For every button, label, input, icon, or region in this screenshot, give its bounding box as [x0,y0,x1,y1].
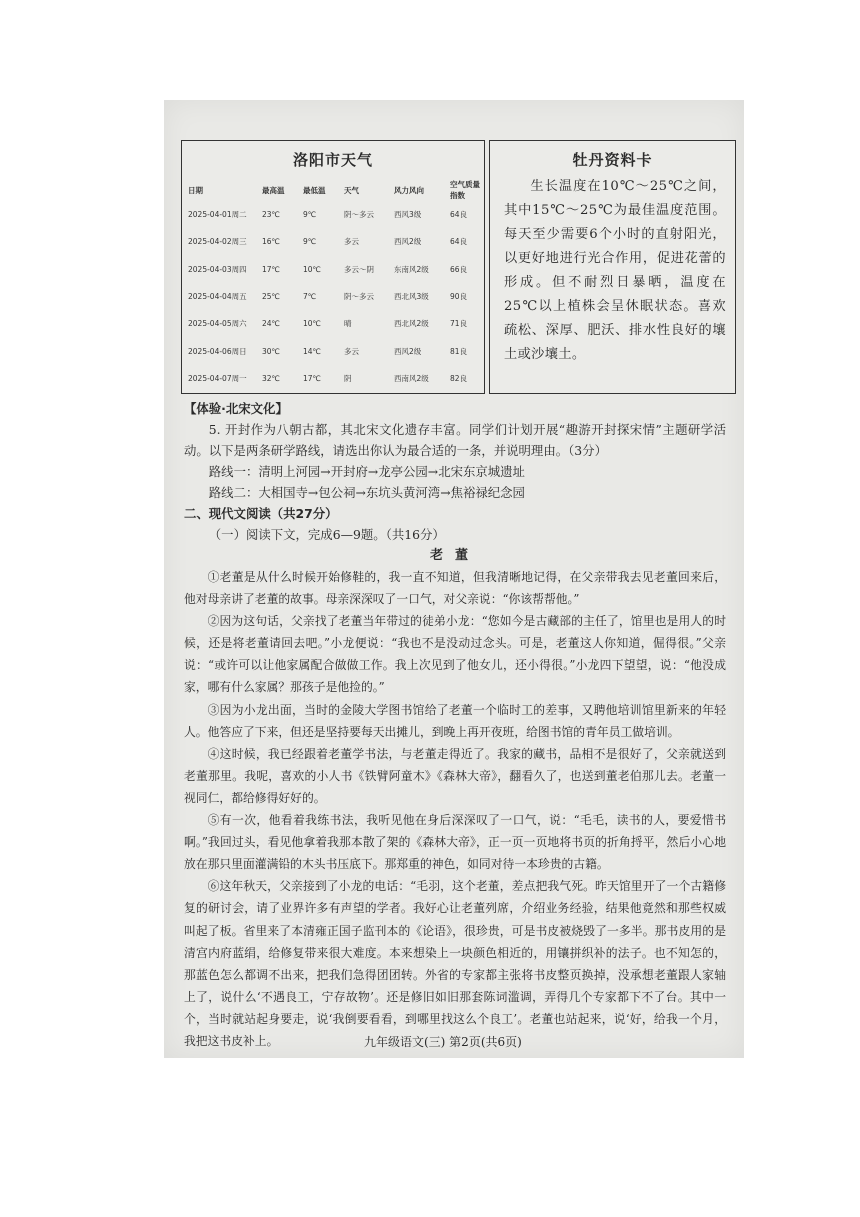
cell-low: 17℃ [303,373,321,383]
exam-page [164,100,744,1058]
header-aqi: 空气质量指数 [450,180,480,200]
cell-low: 7℃ [303,292,317,302]
section-heading-experience: 【体验·北宋文化】 [184,401,288,416]
cell-date: 2025-04-05周六 [188,319,247,329]
article-paragraph: ①老董是从什么时候开始修鞋的，我一直不知道，但我清晰地记得，在父亲带我去见老董回来后，他对母亲讲了老董的故事。母亲深深叹了一口气，对父亲说：“你该帮帮他。” [184,570,726,607]
cell-date: 2025-04-01周二 [188,210,247,220]
article-paragraph: ②因为这句话，父亲找了老董当年带过的徒弟小龙：“您如今是古藏部的主任了，馆里也是用人的时候，还是将老董请回去吧。”小龙便说：“我也不是没动过念头。可是，老董这人你知道，倔得很。”父亲说：“或许可以让他家属配合做做工作。我上次见到了他女儿，还小得很。”小龙四下望望，说：“他没成家，哪有什么家属？那孩子是他捡的。” [184,614,726,695]
cell-low: 9℃ [303,210,317,220]
cell-weather: 晴 [344,319,352,329]
article-paragraph: ④这时候，我已经跟着老董学书法，与老董走得近了。我家的藏书，品相不是很好了，父亲就送到老董那里。我呢，喜欢的小人书《铁臂阿童木》《森林大帝》，翻看久了，也送到董老伯那儿去。老董一视同仁，都给修得好好的。 [184,746,726,805]
reading-subheading: （一）阅读下文，完成6—9题。（共16分） [208,527,445,542]
cell-high: 32℃ [262,373,280,383]
cell-wind: 西风3级 [394,210,422,220]
cell-wind: 西北风2级 [394,319,429,329]
header-high: 最高温 [262,185,285,195]
article-paragraph: ⑤有一次，他看着我练书法，我听见他在身后深深叹了一口气，说：“毛毛，读书的人，要爱惜书啊。”我回过头，看见他拿着我那本散了架的《森林大帝》，正一页一页地将书页的折角捋平，然后小心地放在那只里面灌满铅的木头书压底下。那郑重的神色，如同对待一本珍贵的古籍。 [184,813,726,872]
article-title: 老董 [429,548,480,563]
cell-wind: 西风2级 [394,346,422,356]
article-paragraph: ③因为小龙出面，当时的金陵大学图书馆给了老董一个临时工的差事，又聘他培训馆里新来的年轻人。他答应了下来，但还是坚持要每天出摊儿，到晚上再开夜班，给图书馆的青年员工做培训。 [184,702,726,739]
cell-low: 9℃ [303,237,317,247]
section-heading-reading: 二、现代文阅读（共27分） [184,506,338,521]
article-body [184,566,726,1052]
weather-row [186,256,482,283]
cell-aqi: 90良 [450,292,468,302]
cell-aqi: 64良 [450,210,468,220]
cell-aqi: 81良 [450,346,468,356]
exam-text [184,398,726,1052]
question-5: 5. 开封作为八朝古都，其北宋文化遗存丰富。同学们计划开展“趣游开封探宋情”主题研学活动。以下是两条研学路线，请选出你认为最合适的一条，并说明理由。（3分） [184,422,726,458]
header-low: 最低温 [303,185,326,195]
cell-weather: 阴 [344,373,352,383]
peony-card [489,140,736,394]
cell-low: 14℃ [303,346,321,356]
cell-weather: 多云 [344,237,359,247]
header-date: 日期 [188,185,203,195]
cell-weather: 阴～多云 [344,210,374,220]
cell-wind: 东南风2级 [394,264,429,274]
header-weather: 天气 [344,185,359,195]
cell-aqi: 71良 [450,319,468,329]
cell-wind: 西风2级 [394,237,422,247]
cell-aqi: 64良 [450,237,468,247]
cell-date: 2025-04-04周五 [188,292,247,302]
cell-weather: 阴～多云 [344,292,374,302]
cell-low: 10℃ [303,319,321,329]
cell-date: 2025-04-03周四 [188,264,247,274]
weather-row [186,201,482,228]
cell-weather: 多云～阴 [344,264,374,274]
weather-table-box [181,140,485,394]
cell-wind: 西南风2级 [394,373,429,383]
header-wind: 风力风向 [394,185,424,195]
weather-row [186,228,482,255]
weather-row [186,365,482,392]
weather-table [186,179,482,392]
cell-weather: 多云 [344,346,359,356]
cell-low: 10℃ [303,264,321,274]
cell-high: 25℃ [262,292,280,302]
peony-card-body: 生长温度在10℃～25℃之间，其中15℃～25℃为最佳温度范围。每天至少需要6个小时的直射阳光，以更好地进行光合作用，促进花蕾的形成。但不耐烈日暴晒，温度在25℃以上植株会呈休眠状态。喜欢疏松、深厚、肥沃、排水性良好的壤土或沙壤土。 [504,179,726,362]
cell-high: 24℃ [262,319,280,329]
weather-header-row [186,179,482,201]
weather-row [186,283,482,310]
cell-high: 17℃ [262,264,280,274]
cell-high: 16℃ [262,237,280,247]
weather-row [186,337,482,364]
article-paragraph: ⑥这年秋天，父亲接到了小龙的电话：“毛羽，这个老董，差点把我气死。昨天馆里开了一个古籍修复的研讨会，请了业界许多有声望的学者。我好心让老董列席，介绍业务经验，结果他竟然和那些权威叫起了板。省里来了本清雍正国子监刊本的《论语》，很珍贵，可是书皮被烧毁了一多半。那书皮用的是清宫内府蓝绢，给修复带来很大难度。本来想染上一块颜色相近的，用镶拼织补的法子。也不知怎的，那蓝色怎么都调不出来，把我们急得团团转。外省的专家都主张将书皮整页换掉，没承想老董跟人家轴上了，说什么‘不遇良工，宁存故物’。还是修旧如旧那套陈词滥调，弄得几个专家都下不了台。其中一个，当时就站起身要走，说‘我倒要看看，到哪里找这么个良工’。老董也站起来，说‘好，给我一个月，我把这书皮补上。 [184,879,726,1048]
page-footer: 九年级语文(三) 第2页(共6页) [364,1035,522,1049]
cell-aqi: 82良 [450,373,468,383]
cell-aqi: 66良 [450,264,468,274]
peony-card-title: 牡丹资料卡 [572,151,653,169]
route-one: 路线一：清明上河园→开封府→龙亭公园→北宋东京城遗址 [208,464,525,479]
cell-wind: 西北风3级 [394,292,429,302]
cell-date: 2025-04-06周日 [188,346,247,356]
cell-high: 23℃ [262,210,280,220]
weather-row [186,310,482,337]
route-two: 路线二：大相国寺→包公祠→东坑头黄河湾→焦裕禄纪念园 [208,485,525,500]
cell-high: 30℃ [262,346,280,356]
cell-date: 2025-04-02周三 [188,237,247,247]
cell-date: 2025-04-07周一 [188,373,247,383]
weather-title: 洛阳市天气 [292,151,373,169]
